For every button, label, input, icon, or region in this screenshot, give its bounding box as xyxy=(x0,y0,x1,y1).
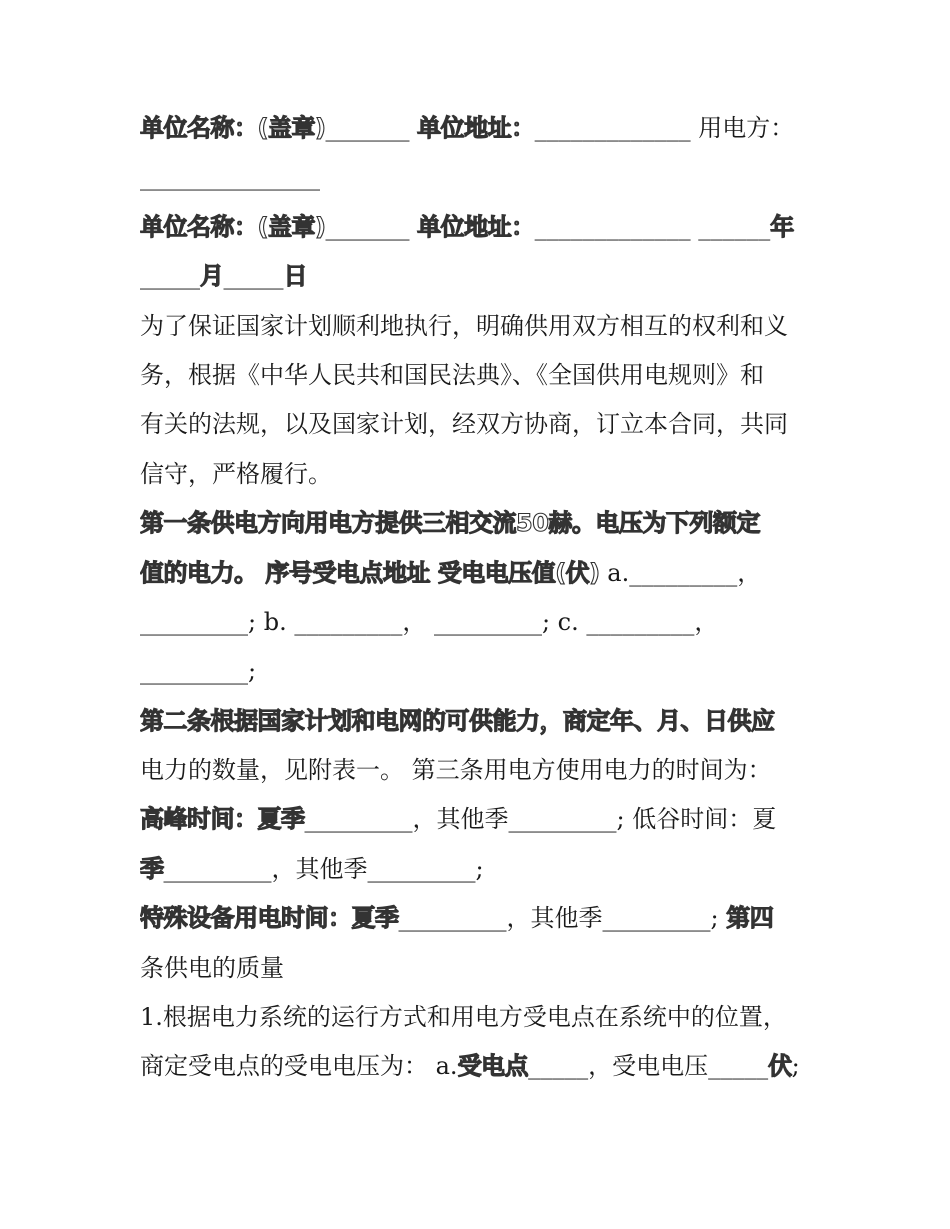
outlined-text: 季 xyxy=(140,854,164,883)
document-line xyxy=(140,302,820,351)
document-line xyxy=(140,993,820,1042)
body-text: _________; b. _________， _________; c. _________， xyxy=(140,607,719,636)
body-text: _________，其他季_________; xyxy=(163,854,484,883)
body-text: _____________ ______ xyxy=(534,212,771,241)
body-text: _____，受电电压_____ xyxy=(528,1052,769,1081)
document-line xyxy=(140,894,820,943)
body-text: ; xyxy=(791,1052,800,1081)
body-text: 务，根据《中华人民共和国民法典》、《全国供用电规则》和 xyxy=(140,360,764,389)
body-text: _________，其他季_________; 低谷时间：夏 xyxy=(304,805,777,834)
outlined-text: 单位名称：(盖章) xyxy=(140,114,326,142)
body-text: 信守，严格履行。 xyxy=(140,459,332,488)
document-line xyxy=(140,598,820,647)
document-line xyxy=(140,1042,820,1091)
outlined-text: 值的电力。 序号受电点地址 受电电压值(伏) xyxy=(140,558,600,587)
body-text: 条供电的质量 xyxy=(140,953,284,982)
outlined-text: 年 xyxy=(770,212,794,241)
body-text: _________，其他季_________; xyxy=(398,904,727,933)
outlined-text: 第一条供电方向用电方提供三相交流50赫。电压为下列额定 xyxy=(140,509,760,538)
body-text: _______ xyxy=(325,212,418,241)
document-line xyxy=(140,252,820,301)
outlined-text: 特殊设备用电时间：夏季 xyxy=(140,904,399,933)
document-line xyxy=(140,845,820,894)
outlined-text: 伏 xyxy=(768,1052,792,1081)
body-text: _____ xyxy=(223,262,284,291)
body-text: _______ xyxy=(325,114,418,142)
document-line xyxy=(140,944,820,993)
contract-document xyxy=(140,104,820,1092)
document-line xyxy=(140,549,820,598)
document-line xyxy=(140,647,820,696)
body-text: _______________ xyxy=(140,163,320,192)
outlined-text: 第四 xyxy=(726,904,774,933)
body-text: 1.根据电力系统的运行方式和用电方受电点在系统中的位置， xyxy=(140,1003,787,1032)
body-text: 为了保证国家计划顺利地执行，明确供用双方相互的权利和义 xyxy=(140,311,788,340)
document-line xyxy=(140,153,820,202)
document-line xyxy=(140,450,820,499)
document-line xyxy=(140,203,820,252)
body-text: 商定受电点的受电电压为： a. xyxy=(140,1052,458,1081)
outlined-text: 单位地址： xyxy=(417,114,535,142)
outlined-text: 受电点 xyxy=(457,1052,529,1081)
body-text: a._________， xyxy=(599,558,762,587)
document-line xyxy=(140,351,820,400)
outlined-text: 日 xyxy=(283,262,307,291)
document-line xyxy=(140,697,820,746)
document-line xyxy=(140,746,820,795)
document-line xyxy=(140,499,820,548)
body-text: _____ xyxy=(140,262,200,291)
outlined-text: 第二条根据国家计划和电网的可供能力，商定年、月、日供应 xyxy=(140,706,775,735)
outlined-text: 单位名称：(盖章) xyxy=(140,212,326,241)
document-line xyxy=(140,104,820,153)
outlined-text: 高峰时间：夏季 xyxy=(140,805,305,834)
outlined-text: 月 xyxy=(200,262,224,291)
document-line xyxy=(140,795,820,844)
outlined-text: 单位地址： xyxy=(417,212,535,241)
document-line xyxy=(140,400,820,449)
body-text: 电力的数量，见附表一。 第三条用电方使用电力的时间为： xyxy=(140,756,772,785)
body-text: _________; xyxy=(140,657,257,686)
body-text: 有关的法规，以及国家计划，经双方协商，订立本合同，共同 xyxy=(140,410,788,439)
body-text: _____________ 用电方： xyxy=(534,114,795,142)
